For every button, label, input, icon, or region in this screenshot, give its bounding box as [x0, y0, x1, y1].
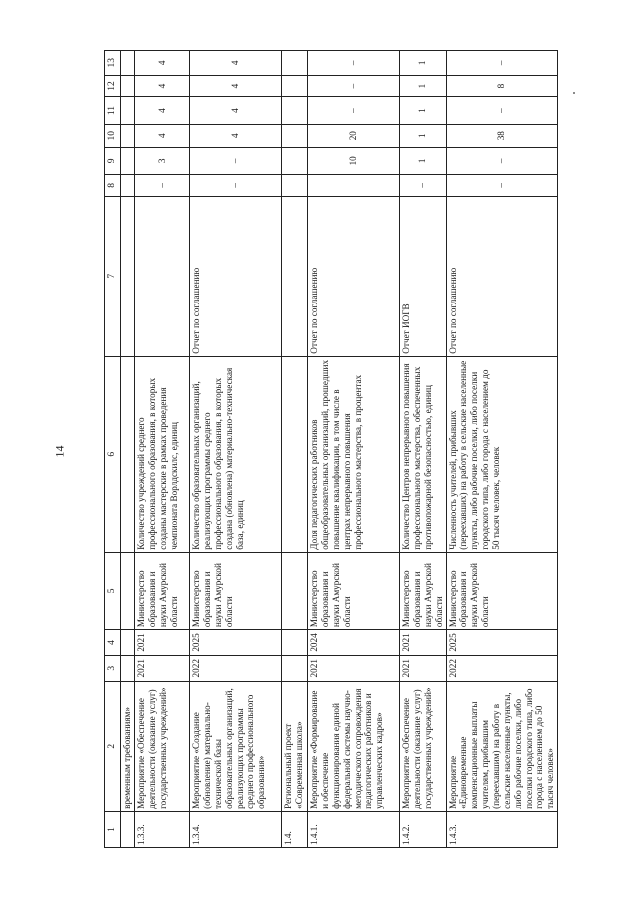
table-row: [446, 51, 558, 848]
cell-start-year: 2021: [400, 655, 446, 681]
cell-start-year: [121, 655, 135, 681]
cell-value: 4: [135, 51, 190, 76]
cell-executor: Министерство образования и науки Амурской области: [446, 552, 558, 629]
cell-value: 8: [446, 75, 558, 97]
header-cell: 1: [105, 811, 121, 847]
cell-value: [121, 147, 135, 174]
header-cell: 9: [105, 147, 121, 174]
cell-source: Отчет по соглашению: [190, 196, 282, 356]
cell-end-year: 2021: [400, 630, 446, 656]
cell-value: –: [308, 97, 400, 124]
cell-code: [121, 811, 135, 847]
cell-value: –: [190, 147, 282, 174]
cell-value: [121, 51, 135, 76]
cell-value: [282, 174, 308, 196]
cell-activity: Мероприятие «Обеспечение деятельности (оказание услуг) государственных учреждений»: [135, 681, 190, 811]
cell-end-year: 2024: [308, 630, 400, 656]
cell-end-year: 2021: [135, 630, 190, 656]
cell-source: [135, 196, 190, 356]
cell-value: –: [446, 147, 558, 174]
cell-value: 38: [446, 124, 558, 147]
header-cell: 10: [105, 124, 121, 147]
cell-activity: Мероприятие «Единовременные компенсационные выплаты учителям, прибывшим (переехавшим) на работу в сельские населенные пункты, либо рабочие поселки, либо поселки городского типа, либо города с населением до 50 тысяч человек»: [446, 681, 558, 811]
cell-end-year: [121, 630, 135, 656]
cell-value: –: [446, 174, 558, 196]
cell-start-year: 2022: [190, 655, 282, 681]
cell-code: 1.4.3.: [446, 811, 558, 847]
cell-value: 4: [190, 97, 282, 124]
cell-start-year: 2022: [446, 655, 558, 681]
cell-value: –: [135, 174, 190, 196]
rotated-table-wrap: [104, 50, 556, 848]
cell-value: [282, 97, 308, 124]
cell-value: 20: [308, 124, 400, 147]
cell-value: [282, 51, 308, 76]
cell-end-year: [282, 630, 308, 656]
cell-code: 1.4.2.: [400, 811, 446, 847]
cell-activity: Мероприятие «Формирование и обеспечение функционирования единой федеральной системы научно-методического сопровождения педагогических работников и управленческих кадров»: [308, 681, 400, 811]
cell-code: 1.4.: [282, 811, 308, 847]
cell-value: –: [308, 75, 400, 97]
cell-indicator: Количество образовательных организаций, реализующих программы среднего профессионального образования, в которых создана (обновлена) материально-техническая база, единиц: [190, 356, 282, 552]
cell-executor: Министерство образования и науки Амурской области: [308, 552, 400, 629]
header-cell: 11: [105, 97, 121, 124]
header-cell: 7: [105, 196, 121, 356]
cell-source: Отчет по соглашению: [308, 196, 400, 356]
cell-value: [308, 174, 400, 196]
cell-value: 4: [190, 75, 282, 97]
header-cell: 12: [105, 75, 121, 97]
header-cell: 3: [105, 655, 121, 681]
cell-executor: Министерство образования и науки Амурской области: [135, 552, 190, 629]
cell-value: –: [308, 51, 400, 76]
header-cell: 6: [105, 356, 121, 552]
header-cell: 13: [105, 51, 121, 76]
cell-indicator: Количество учреждений среднего профессионального образования, в которых созданы мастерские в рамках проведения чемпионата Ворлдскилс, единиц: [135, 356, 190, 552]
cell-value: 1: [400, 51, 446, 76]
cell-value: [121, 97, 135, 124]
cell-executor: Министерство образования и науки Амурской области: [190, 552, 282, 629]
cell-source: [121, 196, 135, 356]
cell-start-year: 2021: [308, 655, 400, 681]
cell-executor: [282, 552, 308, 629]
cell-value: 1: [400, 147, 446, 174]
cell-value: 4: [190, 51, 282, 76]
table-row: [135, 51, 190, 848]
cell-value: 10: [308, 147, 400, 174]
cell-executor: [121, 552, 135, 629]
cell-source: Отчет по соглашению: [446, 196, 558, 356]
cell-value: 3: [135, 147, 190, 174]
table-row: [190, 51, 282, 848]
table-row: [400, 51, 446, 848]
cell-value: 1: [400, 97, 446, 124]
cell-value: [282, 147, 308, 174]
table-row: [282, 51, 308, 848]
cell-activity: временным требованиям»: [121, 681, 135, 811]
cell-value: –: [446, 51, 558, 76]
cell-end-year: 2025: [446, 630, 558, 656]
header-row: [105, 51, 121, 848]
table-row: [308, 51, 400, 848]
cell-value: [282, 124, 308, 147]
cell-value: [282, 75, 308, 97]
cell-activity: Мероприятие «Обеспечение деятельности (оказание услуг) государственных учреждений»: [400, 681, 446, 811]
cell-code: 1.3.4.: [190, 811, 282, 847]
cell-end-year: 2025: [190, 630, 282, 656]
cell-value: 1: [400, 124, 446, 147]
cell-code: 1.3.3.: [135, 811, 190, 847]
cell-activity: Региональный проект «Современная школа»: [282, 681, 308, 811]
header-cell: 4: [105, 630, 121, 656]
header-cell: 2: [105, 681, 121, 811]
cell-indicator: [121, 356, 135, 552]
cell-value: –: [190, 174, 282, 196]
cell-value: –: [400, 174, 446, 196]
cell-indicator: [282, 356, 308, 552]
cell-executor: Министерство образования и науки Амурской области: [400, 552, 446, 629]
cell-start-year: 2021: [135, 655, 190, 681]
cell-value: [121, 124, 135, 147]
scan-speck: [573, 92, 575, 94]
table-frame: [104, 50, 556, 848]
cell-code: 1.4.1.: [308, 811, 400, 847]
cell-value: [121, 75, 135, 97]
cell-indicator: Доля педагогических работников общеобразовательных организаций, прошедших повышение квалификации, в том числе в центрах непрерывного повышения профессионального мастерства, в процентах: [308, 356, 400, 552]
cell-indicator: Численность учителей, прибывших (переехавших) на работу в сельские населенные пункты, либо рабочие поселки, либо поселки городского типа, либо города с населением до 50 тысяч человек, человек: [446, 356, 558, 552]
cell-value: 4: [135, 75, 190, 97]
cell-value: 4: [135, 97, 190, 124]
cell-value: –: [446, 97, 558, 124]
cell-start-year: [282, 655, 308, 681]
cell-value: 4: [135, 124, 190, 147]
header-cell: 8: [105, 174, 121, 196]
cell-activity: Мероприятие «Создание (обновление) материально-технической базы образовательных организаций, реализующих программы среднего профессионального образования»: [190, 681, 282, 811]
cell-value: [121, 174, 135, 196]
program-table: [104, 50, 558, 848]
cell-indicator: Количество Центров непрерывного повышения профессионального мастерства, обеспеченных противопожарной безопасностью, единиц: [400, 356, 446, 552]
header-cell: 5: [105, 552, 121, 629]
page-number: 14: [52, 445, 67, 458]
table-row: [121, 51, 135, 848]
cell-value: 4: [190, 124, 282, 147]
cell-source: Отчет ИОГВ: [400, 196, 446, 356]
cell-source: [282, 196, 308, 356]
cell-value: 1: [400, 75, 446, 97]
